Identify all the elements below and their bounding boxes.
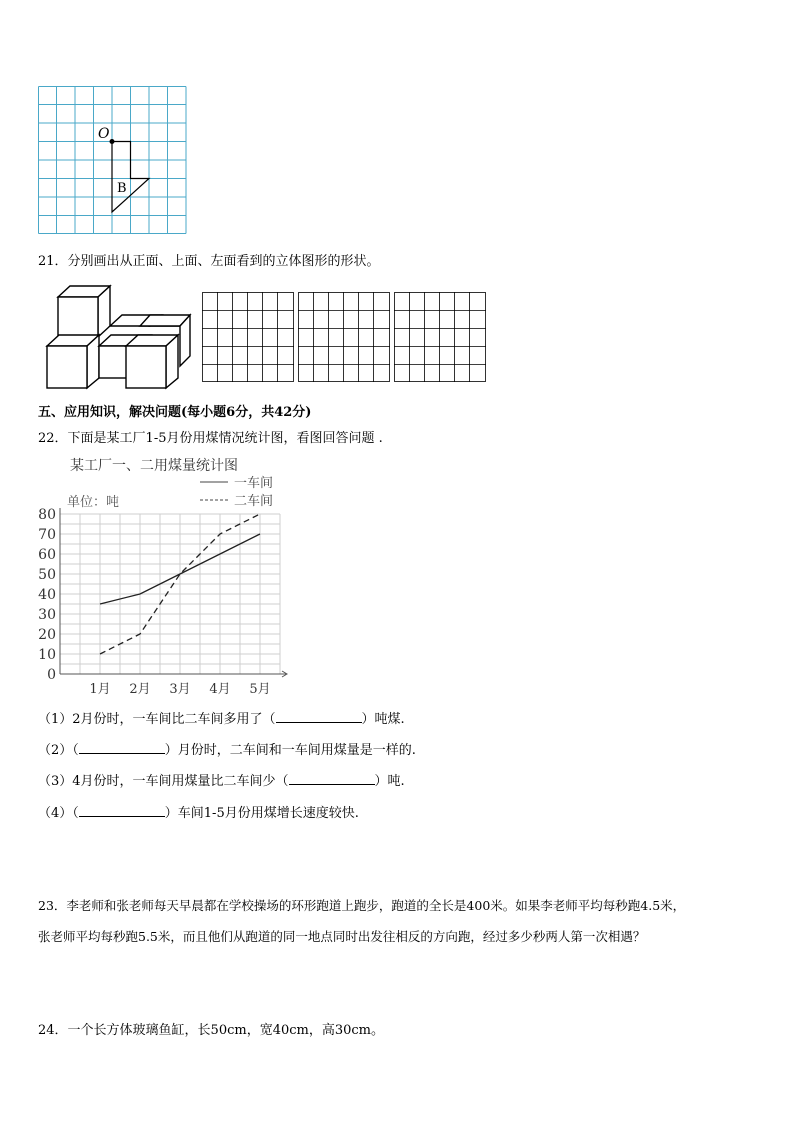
- y-tick-label: 60: [38, 547, 56, 563]
- x-tick-label: 4月: [209, 682, 231, 697]
- question-22: 22．下面是某工厂1-5月份用煤情况统计图，看图回答问题 .: [38, 431, 383, 446]
- answer-grid-front[interactable]: [202, 292, 294, 382]
- q22-sub-4-after: ）车间1-5月份用煤增长速度较快.: [164, 806, 359, 821]
- q22-answer-1[interactable]: [276, 710, 362, 723]
- answer-grid-top[interactable]: [298, 292, 390, 382]
- q22-sub-2-before: （2）（: [38, 743, 79, 758]
- section-5-title: 五、应用知识，解决问题(每小题6分，共42分): [38, 405, 312, 420]
- q22-sub-1-before: （1）2月份时，一车间比二车间多用了（: [38, 712, 276, 727]
- question-24: 24．一个长方体玻璃鱼缸，长50cm，宽40cm，高30cm。: [38, 1023, 384, 1038]
- label-o: O: [98, 126, 110, 142]
- x-tick-label: 1月: [89, 682, 111, 697]
- y-tick-label: 0: [47, 667, 56, 683]
- legend-label-1: 一车间: [234, 476, 274, 491]
- q22-answer-4[interactable]: [79, 804, 165, 817]
- y-tick-label: 20: [38, 627, 56, 643]
- label-b: B: [117, 181, 127, 196]
- y-tick-label: 70: [38, 527, 56, 543]
- question-23-line-2: 张老师平均每秒跑5.5米，而且他们从跑道的同一地点同时出发往相反的方向跑，经过多少秒两人第一次相遇？: [38, 929, 646, 944]
- q22-sub-3-before: （3）4月份时，一车间用煤量比二车间少（: [38, 774, 289, 789]
- q22-sub-2: [38, 739, 416, 758]
- question-21: 21．分别画出从正面、上面、左面看到的立体图形的形状。: [38, 254, 380, 269]
- rotation-grid-figure: [38, 86, 187, 234]
- y-tick-label: 10: [38, 647, 56, 663]
- answer-grid-left[interactable]: [394, 292, 486, 382]
- x-tick-label: 5月: [249, 682, 271, 697]
- chart-title: 某工厂一、二用煤量统计图: [70, 458, 238, 474]
- q22-sub-4-before: （4）（: [38, 806, 79, 821]
- y-tick-label: 40: [38, 587, 56, 603]
- coal-usage-line-chart: [30, 452, 300, 700]
- q22-sub-4: [38, 802, 359, 821]
- legend-label-2: 二车间: [234, 494, 274, 509]
- q22-sub-1: [38, 708, 405, 727]
- question-23-line-1: 23．李老师和张老师每天早晨都在学校操场的环形跑道上跑步，跑道的全长是400米。如果李老师平均每秒跑4.5米，: [38, 898, 686, 913]
- cubes-figure: [44, 284, 196, 392]
- chart-unit-label: 单位：吨: [67, 495, 120, 510]
- q22-answer-2[interactable]: [79, 741, 165, 754]
- q22-sub-1-after: ）吨煤.: [361, 712, 405, 727]
- q22-sub-3: [38, 770, 405, 789]
- q22-answer-3[interactable]: [289, 772, 375, 785]
- y-tick-label: 80: [38, 507, 56, 523]
- x-tick-label: 3月: [169, 682, 191, 697]
- y-tick-label: 30: [38, 607, 56, 623]
- q22-sub-3-after: ）吨.: [374, 774, 405, 789]
- q22-sub-2-after: ）月份时，二车间和一车间用煤量是一样的.: [164, 743, 416, 758]
- point-o: [110, 139, 115, 144]
- x-tick-label: 2月: [129, 682, 151, 697]
- y-tick-label: 50: [38, 567, 56, 583]
